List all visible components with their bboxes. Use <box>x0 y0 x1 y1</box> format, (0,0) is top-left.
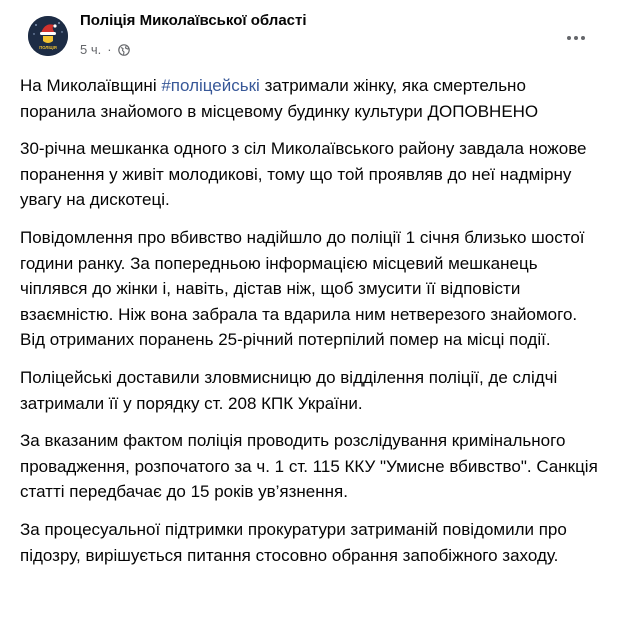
post-paragraph-3: Повідомлення про вбивство надійшло до поліції 1 січня близько шостої години ранку. За попередньою інформацією місцевий мешканець чіплявся до жінки і, навіть, дістав ніж, щоб змусити її відповісти взаємністю. Ніж вона забрала та вдарила ним нетверезого знайомого. Від отриманих поранень 25-річний потерпілий помер на місці події. <box>20 227 585 350</box>
post-paragraph-4: Поліцейські доставили зловмисницю до відділення поліції, де слідчі затримали її у порядку ст. 208 КПК України. <box>20 367 558 413</box>
meta-separator: · <box>107 42 112 57</box>
post-content <box>20 73 600 580</box>
page-name[interactable]: Поліція Миколаївської області <box>80 12 307 29</box>
police-logo-icon <box>28 16 68 56</box>
post-time[interactable]: 5 ч. <box>80 42 102 57</box>
post-paragraph-5: За вказаним фактом поліція проводить розслідування кримінального провадження, розпочатого за ч. 1 ст. 115 ККУ "Умисне вбивство". Санкція статті передбачає до 15 років ув’язнення. <box>20 431 598 502</box>
post-paragraph-6: За процесуальної підтримки прокуратури затриманій повідомили про підозру, вирішується питання стосовно обрання запобіжного заходу. <box>20 519 567 565</box>
avatar-text: ПОЛІЦІЯ <box>39 45 57 50</box>
p1-text-before: На Миколаївщині <box>20 76 162 95</box>
post-header <box>16 0 602 66</box>
post-meta <box>80 42 130 57</box>
more-options-icon[interactable] <box>562 30 590 46</box>
hashtag-link[interactable]: #поліцейські <box>161 76 260 95</box>
post-paragraph-2: 30-річна мешканка одного з сіл Миколаївського району завдала ножове поранення у живіт молодикові, тому що той проявляв до неї надмірну увагу на дискотеці. <box>20 139 587 210</box>
post-paragraph-1 <box>20 73 600 124</box>
avatar[interactable] <box>28 16 68 56</box>
globe-icon[interactable] <box>118 44 130 56</box>
p1-text-after: затримали жінку, яка смертельно поранила знайомого в місцевому будинку культури ДОПОВНЕНО <box>20 76 539 121</box>
